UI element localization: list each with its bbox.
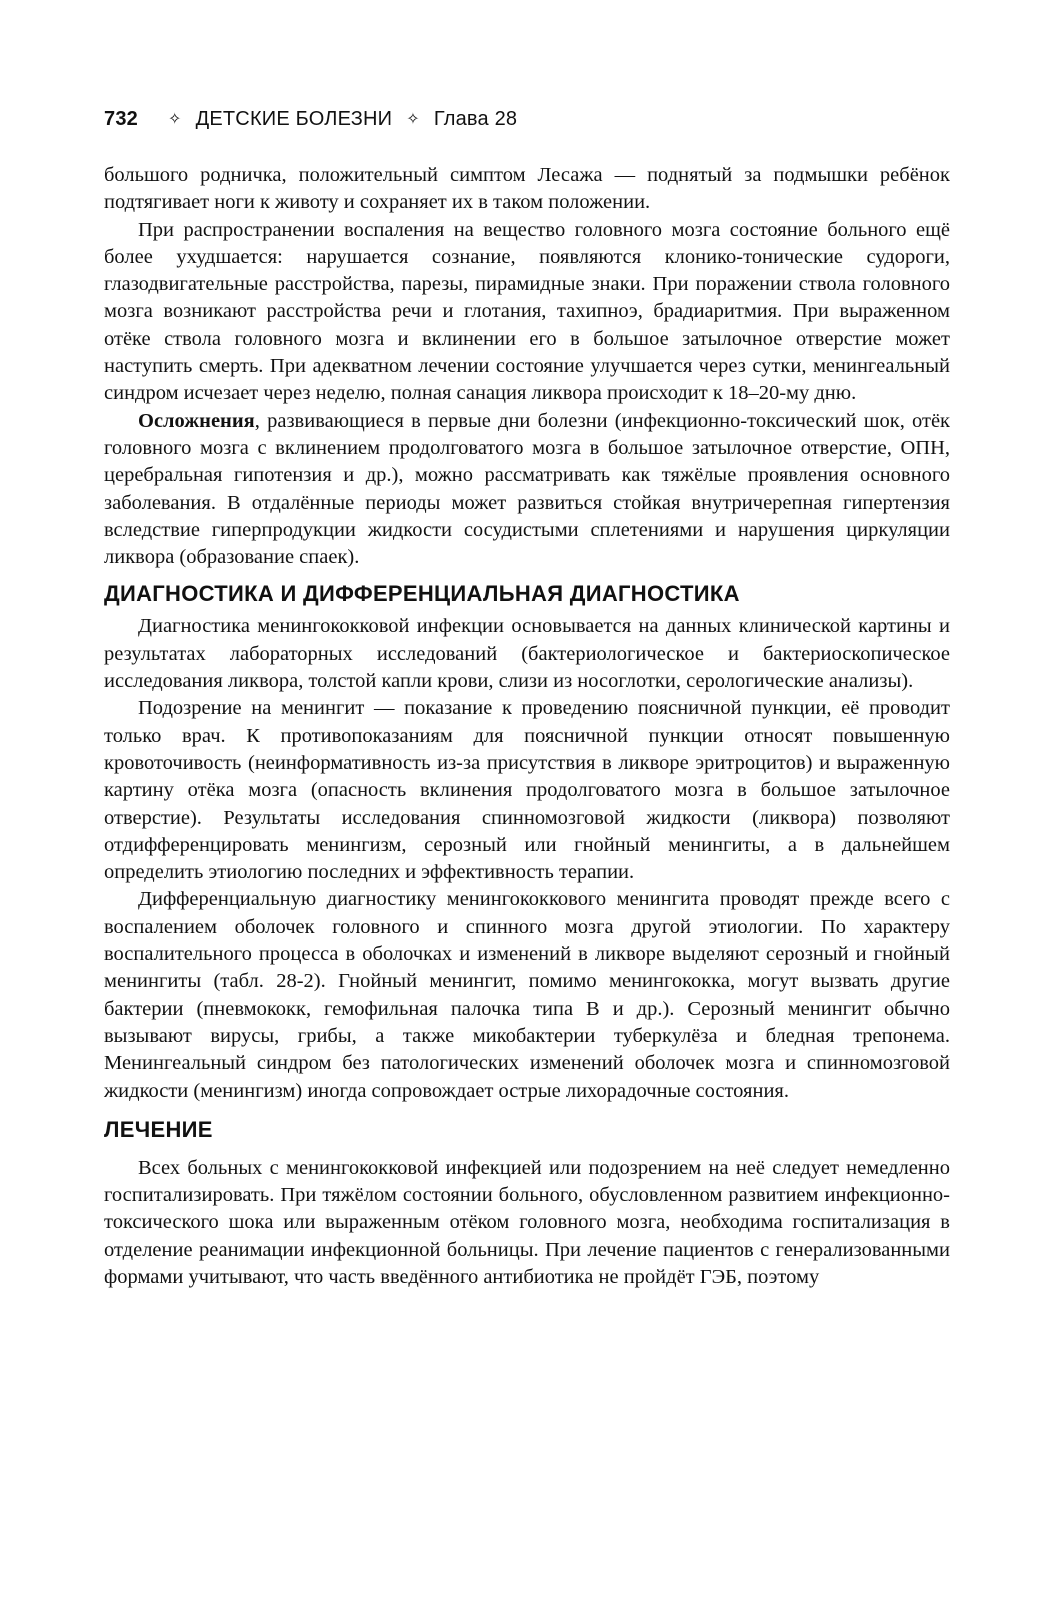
- paragraph-complications-text: , развивающиеся в первые дни болезни (инфекционно-токсический шок, отёк головного мозга с вклинением продолговатого мозга в большое затылочное отверстие, ОПН, церебральная гипотензия и др.), можно рассматривать как тяжёлые проявления основного заболевания. В отдалённые периоды может развиться стойкая внутричерепная гипертензия вследствие гиперпродукции жидкости сосудистыми сплетениями и нарушения циркуляции ликвора (образование спаек).: [104, 409, 950, 569]
- book-page: [104, 104, 950, 1291]
- page-number: 732: [104, 107, 138, 130]
- term-complications: Осложнения: [138, 409, 255, 432]
- paragraph-brain-inflammation: При распространении воспаления на вещество головного мозга состояние больного ещё более ухудшается: нарушается сознание, появляются клонико-тонические судороги, глазодвигательные расстройства, парезы, пирамидные знаки. При поражении ствола головного мозга возникают расстройства речи и глотания, тахипноэ, брадиаритмия. При выраженном отёке ствола головного мозга и вклинении его в большое затылочное отверстие может наступить смерть. При адекватном лечении состояние улучшается через сутки, менингеальный синдром исчезает через неделю, полная санация ликвора происходит к 18–20-му дню.: [104, 218, 950, 405]
- running-head: [104, 104, 950, 134]
- paragraph-continuation: большого родничка, положительный симптом Лесажа — поднятый за подмышки ребёнок подтягивает ноги к животу и сохраняет их в таком положении.: [104, 164, 950, 214]
- paragraph-diagnostics: Диагностика менингококковой инфекции основывается на данных клинической картины и результатах лабораторных исследований (бактериологическое и бактериоскопическое исследования ликвора, толстой капли крови, слизи из носоглотки, серологические анализы).: [104, 615, 950, 693]
- section-heading-diagnostics: ДИАГНОСТИКА И ДИФФЕРЕНЦИАЛЬНАЯ ДИАГНОСТИКА: [104, 581, 740, 607]
- section-heading-treatment: ЛЕЧЕНИЕ: [104, 1116, 213, 1142]
- diamond-icon: ✧: [406, 111, 420, 128]
- chapter-label: Глава 28: [433, 107, 518, 130]
- paragraph-treatment: Всех больных с менингококковой инфекцией или подозрением на неё следует немедленно госпитализировать. При тяжёлом состоянии больного, обусловленном развитием инфекционно-токсического шока или выраженным отёком головного мозга, необходима госпитализация в отделение реанимации инфекционной больницы. При лечение пациентов с генерализованными формами учитывают, что часть введённого антибиотика не пройдёт ГЭБ, поэтому: [104, 1156, 950, 1288]
- diamond-icon: ✧: [167, 111, 182, 128]
- book-title: ДЕТСКИЕ БОЛЕЗНИ: [195, 107, 393, 130]
- paragraph-differential-diagnostics: Дифференциальную диагностику менингококкового менингита проводят прежде всего с воспалением оболочек головного и спинного мозга другой этиологии. По характеру воспалительного процесса в оболочках и изменений в ликворе выделяют серозный и гнойный менингиты (табл. 28-2). Гнойный менингит, помимо менингококка, могут вызвать другие бактерии (пневмококк, гемофильная палочка типа B и др.). Серозный менингит обычно вызывают вирусы, грибы, а также микобактерии туберкулёза и бледная трепонема. Менингеальный синдром без патологических изменений оболочек мозга и спинномозговой жидкости (менингизм) иногда сопровождает острые лихорадочные состояния.: [104, 888, 950, 1102]
- paragraph-lumbar-puncture: Подозрение на менингит — показание к проведению поясничной пункции, её проводит только врач. К противопоказаниям для поясничной пункции относят повышенную кровоточивость (неинформативность из-за присутствия в ликворе эритроцитов) и выраженную картину отёка мозга (опасность вклинения продолговатого мозга в большое затылочное отверстие). Результаты исследования спинномозговой жидкости (ликвора) позволяют отдифференцировать менингизм, серозный или гнойный менингиты, а в дальнейшем определить этиологию последних и эффективность терапии.: [104, 697, 950, 884]
- paragraph-complications: [104, 408, 950, 572]
